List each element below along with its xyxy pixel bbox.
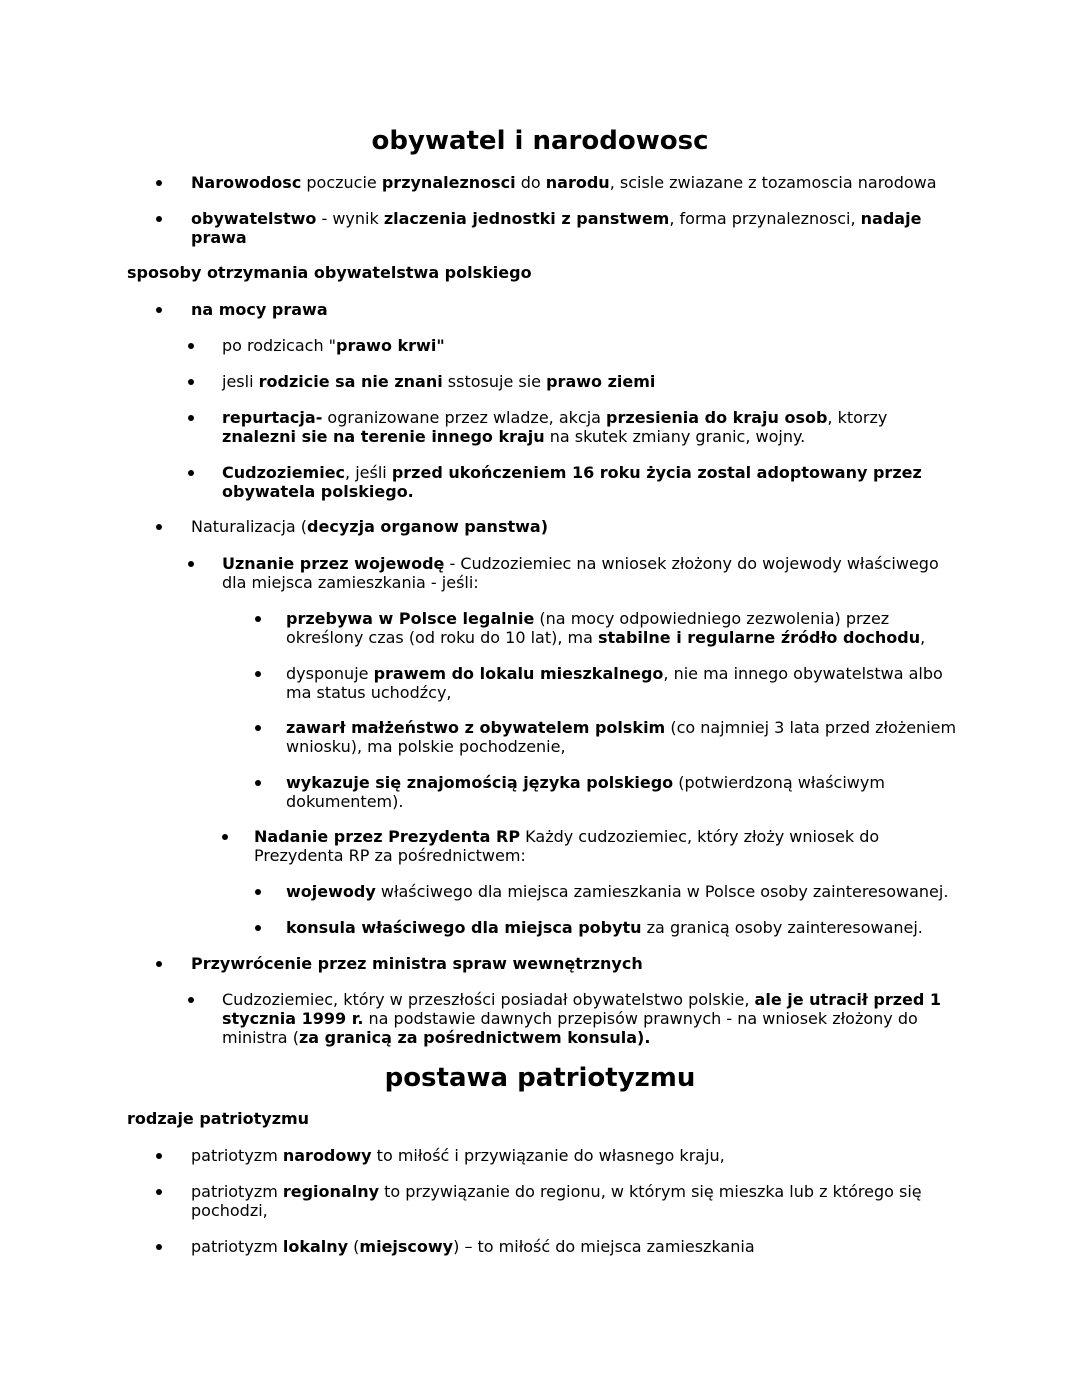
section-heading-sposoby: sposoby otrzymania obywatelstwa polskiego — [127, 263, 532, 282]
item-uznanie: Uznanie przez wojewodę - Cudzoziemiec na wniosek złożony do wojewody właściwego dla miejsca zamieszkania - jeśli: — [222, 554, 939, 592]
item-nadanie: Nadanie przez Prezydenta RP Każdy cudzoziemiec, który złoży wniosek do Prezydenta RP za pośrednictwem: — [254, 827, 880, 865]
item-dysponuje: dysponuje prawem do lokalu mieszkalnego, nie ma innego obywatelstwa albo ma status uchodźcy, — [286, 664, 943, 702]
bullet — [156, 1153, 162, 1159]
bullet — [188, 343, 194, 349]
bullet — [156, 216, 162, 222]
bullet — [255, 889, 261, 895]
item-cudzoziemiec2: Cudzoziemiec, który w przeszłości posiadał obywatelstwo polskie, ale je utracił przed 1 stycznia 1999 r. na podstawie dawnych przepisów prawnych - na wniosek złożony do ministra (za granicą za pośrednictwem konsula). — [222, 990, 942, 1047]
title-obywatel: obywatel i narodowosc — [371, 126, 709, 156]
item-lokalny: patriotyzm lokalny (miejscowy) – to miłość do miejsca zamieszkania — [191, 1237, 755, 1256]
item-regionalny: patriotyzm regionalny to przywiązanie do regionu, w którym się mieszka lub z którego się pochodzi, — [191, 1182, 922, 1220]
bullet — [255, 671, 261, 677]
bullet — [156, 524, 162, 530]
item-wykazuje: wykazuje się znajomością języka polskiego (potwierdzoną właściwym dokumentem). — [286, 773, 885, 811]
item-na-mocy-prawa: na mocy prawa — [191, 300, 328, 319]
item-naturalizacja: Naturalizacja (decyzja organow panstwa) — [191, 517, 548, 536]
bullet — [222, 834, 228, 840]
bullet — [156, 961, 162, 967]
bullet — [255, 780, 261, 786]
item-narodowy: patriotyzm narodowy to miłość i przywiązanie do własnego kraju, — [191, 1146, 725, 1165]
bullet — [188, 997, 194, 1003]
bullet — [255, 725, 261, 731]
bullet — [188, 470, 194, 476]
bullet — [156, 307, 162, 313]
bullet — [188, 379, 194, 385]
section-heading-rodzaje: rodzaje patriotyzmu — [127, 1109, 310, 1128]
bullet — [188, 561, 194, 567]
bullet — [156, 1189, 162, 1195]
bullet — [156, 1244, 162, 1250]
item-repurtacja: repurtacja- ogranizowane przez wladze, akcja przesienia do kraju osob, ktorzy znalezni sie na terenie innego kraju na skutek zmiany granic, wojny. — [222, 408, 888, 446]
bullet — [188, 415, 194, 421]
item-jesli: jesli rodzicie sa nie znani sstosuje sie prawo ziemi — [222, 372, 656, 391]
item-obywatelstwo: obywatelstwo - wynik zlaczenia jednostki z panstwem, forma przynaleznosci, nadaje prawa — [191, 209, 922, 247]
item-przywrocenie: Przywrócenie przez ministra spraw wewnętrznych — [191, 954, 643, 973]
title-postawa: postawa patriotyzmu — [384, 1063, 696, 1093]
bullet — [255, 616, 261, 622]
item-cudzoziemiec: Cudzoziemiec, jeśli przed ukończeniem 16 roku życia zostal adoptowany przez obywatela polskiego. — [222, 463, 922, 501]
item-narodowosc: Narowodosc poczucie przynaleznosci do narodu, scisle zwiazane z tozamoscia narodowa — [191, 173, 937, 192]
item-zawarl: zawarł małżeństwo z obywatelem polskim (co najmniej 3 lata przed złożeniem wniosku), ma polskie pochodzenie, — [286, 718, 957, 756]
item-przebywa: przebywa w Polsce legalnie (na mocy odpowiedniego zezwolenia) przez określony czas (od roku do 10 lat), ma stabilne i regularne źródło dochodu, — [286, 609, 926, 647]
item-wojewody: wojewody właściwego dla miejsca zamieszkania w Polsce osoby zainteresowanej. — [286, 882, 949, 901]
item-konsula: konsula właściwego dla miejsca pobytu za granicą osoby zainteresowanej. — [286, 918, 923, 937]
bullet — [156, 180, 162, 186]
item-po-rodzicach: po rodzicach "prawo krwi" — [222, 336, 445, 355]
bullet — [255, 925, 261, 931]
